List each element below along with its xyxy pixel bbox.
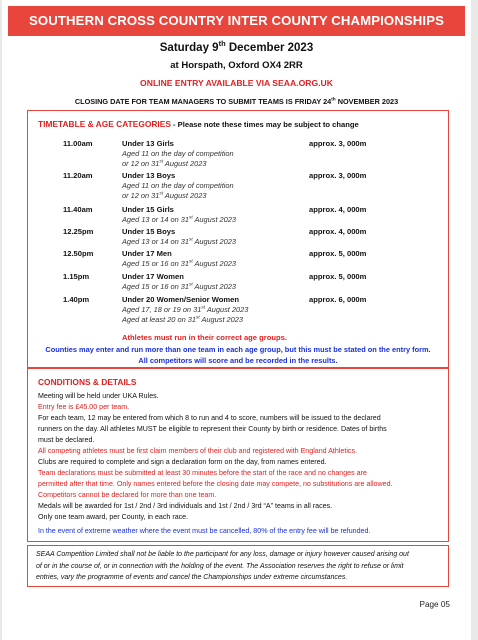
race-age: Aged 15 or 16 on 31st August 2023 — [122, 259, 237, 268]
race-distance: approx. 5, 000m — [309, 272, 367, 281]
refund-note: In the event of extreme weather where the event must be cancelled, 80% of the entry fee will be refunded. — [38, 527, 371, 535]
race-category: Under 13 Girls — [122, 139, 174, 148]
closing-date: CLOSING DATE FOR TEAM MANAGERS TO SUBMIT TEAMS IS FRIDAY 24th NOVEMBER 2023 — [74, 97, 399, 106]
condition-line: Only one team award, per County, in each race. — [38, 513, 189, 521]
race-category: Under 15 Boys — [122, 227, 176, 236]
race-age: Aged 11 on the day of competition — [122, 149, 234, 158]
race-distance: approx. 4, 000m — [309, 205, 367, 214]
race-distance: approx. 5, 000m — [309, 249, 367, 258]
conditions-title: CONDITIONS & DETAILS — [38, 377, 137, 387]
race-age: or 12 on 31st August 2023 — [122, 191, 207, 200]
race-category: Under 17 Men — [122, 249, 172, 258]
race-distance: approx. 3, 000m — [309, 171, 367, 180]
condition-line: permitted after that time. Only names entered before the closing date may compete, no substitutions are allowed. — [38, 480, 393, 488]
race-time: 11.40am — [63, 205, 93, 214]
race-age: Aged 17, 18 or 19 on 31st August 2023 — [122, 305, 249, 314]
race-age: or 12 on 31st August 2023 — [122, 159, 207, 168]
race-category: Under 15 Girls — [122, 205, 174, 214]
race-distance: approx. 3, 000m — [309, 139, 367, 148]
condition-line: All competing athletes must be first claim members of their club and registered with England Athletics. — [38, 447, 357, 455]
timetable-box — [27, 110, 449, 368]
race-age: Aged 13 or 14 on 31st August 2023 — [122, 237, 237, 246]
entry-fee: Entry fee is £45.00 per team. — [38, 403, 130, 411]
event-location: at Horspath, Oxford OX4 2RR — [170, 60, 303, 71]
condition-line: Meeting will be held under UKA Rules. — [38, 392, 159, 400]
race-time: 1.40pm — [63, 295, 90, 304]
condition-line: Competitors cannot be declared for more than one team. — [38, 491, 217, 499]
condition-line: Clubs are required to complete and sign a declaration form on the day, from names entered. — [38, 458, 327, 466]
race-age: Aged 13 or 14 on 31st August 2023 — [122, 215, 237, 224]
condition-line: For each team, 12 may be entered from which 8 to run and 4 to score, numbers will be issued to the declared — [38, 414, 381, 422]
race-age: Aged 15 or 16 on 31st August 2023 — [122, 282, 237, 291]
age-group-warning: Athletes must run in their correct age groups. — [122, 333, 287, 342]
online-entry-link[interactable]: ONLINE ENTRY AVAILABLE VIA SEAA.ORG.UK — [140, 78, 333, 88]
race-category: Under 17 Women — [122, 272, 184, 281]
disclaimer-box — [27, 545, 449, 587]
condition-line: Team declarations must be submitted at least 30 minutes before the start of the race and no changes are — [38, 469, 367, 477]
disclaimer-text: SEAA Competition Limited shall not be liable to the participant for any loss, damage or injury however caused arising out of or in the course of, or in connection with the holding of the event. The Association reserves the right to refuse or limit entries, vary the programme of events and cancel the Championships under extreme circumstances. — [36, 551, 409, 581]
timetable-title: TIMETABLE & AGE CATEGORIES - Please note these times may be subject to change — [38, 119, 359, 129]
race-age: Aged 11 on the day of competition — [122, 181, 234, 190]
championship-banner: SOUTHERN CROSS COUNTRY INTER COUNTY CHAMPIONSHIPS — [8, 6, 465, 36]
race-distance: approx. 4, 000m — [309, 227, 367, 236]
race-time: 11.20am — [63, 171, 93, 180]
race-category: Under 13 Boys — [122, 171, 176, 180]
race-time: 12.50pm — [63, 249, 94, 258]
condition-line: runners on the day. All athletes MUST be eligible to represent their County by birth or residence. Dates of births — [38, 425, 387, 433]
race-category: Under 20 Women/Senior Women — [122, 295, 240, 304]
race-time: 12.25pm — [63, 227, 94, 236]
race-time: 11.00am — [63, 139, 93, 148]
race-age: Aged at least 20 on 31st August 2023 — [122, 315, 243, 324]
race-distance: approx. 6, 000m — [309, 295, 367, 304]
race-time: 1.15pm — [63, 272, 90, 281]
scoring-note: All competitors will score and be recorded in the results. — [138, 356, 338, 365]
condition-line: Medals will be awarded for 1st / 2nd / 3rd individuals and 1st / 2nd / 3rd “A” teams in all races. — [38, 502, 333, 510]
document-page — [2, 0, 471, 640]
event-date: Saturday 9th December 2023 — [159, 39, 314, 54]
conditions-box — [27, 368, 449, 542]
counties-note: Counties may enter and run more than one team in each age group, but this must be stated on the entry form. — [45, 345, 431, 354]
page-number: Page 05 — [419, 600, 450, 609]
condition-line: must be declared. — [38, 436, 95, 444]
